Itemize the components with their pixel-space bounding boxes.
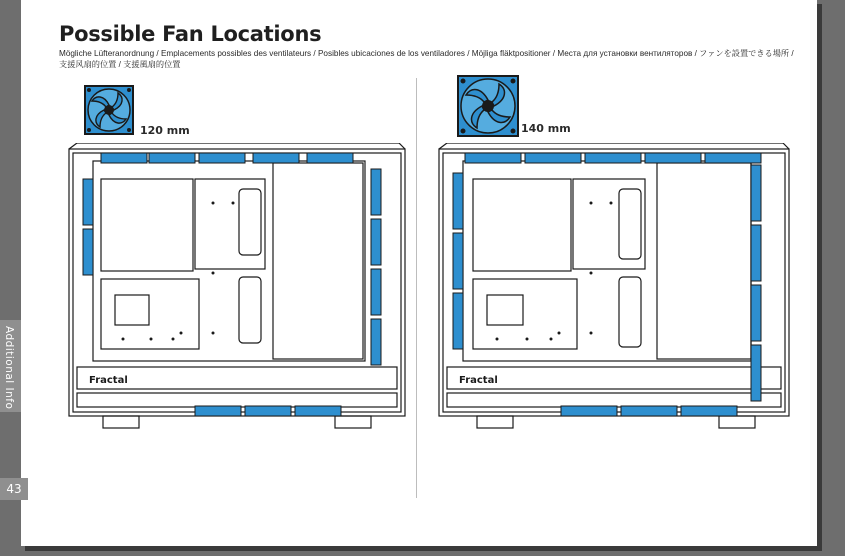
fan-140-label: 140 mm xyxy=(521,122,571,135)
fan-120-label: 120 mm xyxy=(140,124,190,137)
manual-page xyxy=(21,0,817,546)
side-tab-label: Additional Info xyxy=(3,326,15,410)
fan-120-icon xyxy=(84,85,134,135)
page-number: 43 xyxy=(0,478,28,500)
case-diagram-140 xyxy=(433,143,803,438)
page-subtitle: Mögliche Lüfteranordnung / Emplacements possibles des ventilateurs / Posibles ubicaciones de los ventiladores / Möjliga fläktpositioner / Места для установки вентиляторов / ファンを設置できる場所 / 支援风扇的位置 / 支援風扇的位置 xyxy=(59,49,794,69)
case-brand-label-left: Fractal xyxy=(89,375,128,386)
fan-140-icon xyxy=(457,75,519,137)
case-diagram-120 xyxy=(63,143,413,438)
section-side-tab[interactable] xyxy=(0,320,21,412)
page-shadow-right xyxy=(817,4,822,550)
column-divider xyxy=(416,78,417,498)
page-shadow-bottom xyxy=(25,546,822,551)
case-brand-label-right: Fractal xyxy=(459,375,498,386)
page-title: Possible Fan Locations xyxy=(59,22,322,46)
